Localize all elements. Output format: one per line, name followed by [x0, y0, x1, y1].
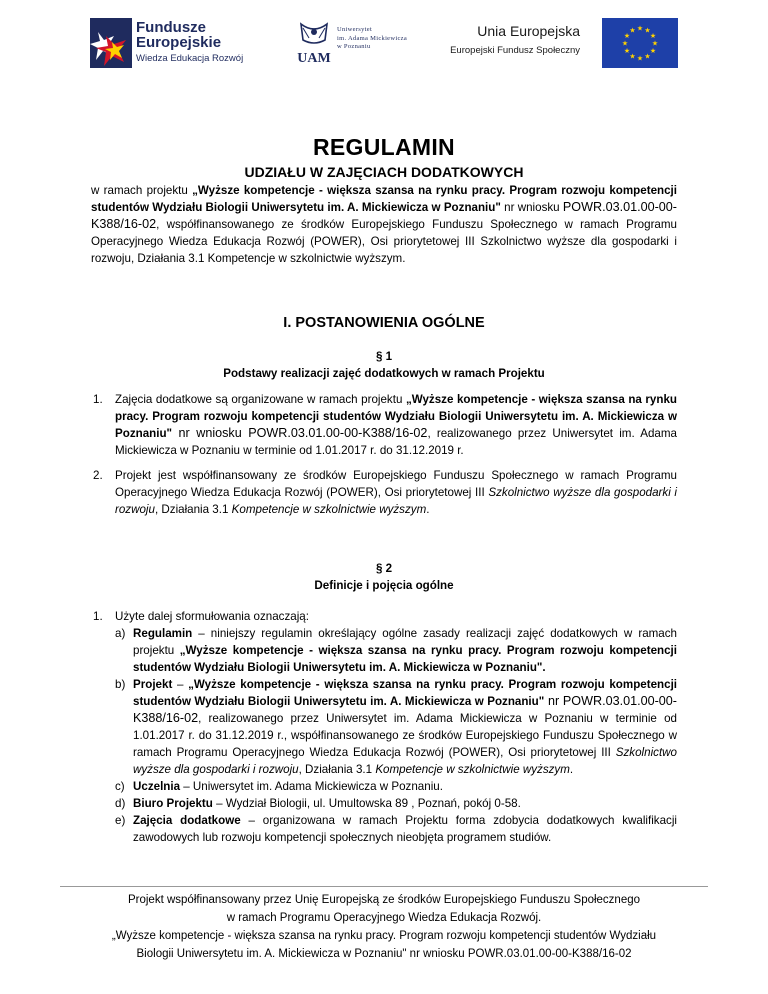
intro-a: w ramach projektu: [91, 184, 193, 197]
def-term: Projekt: [133, 678, 173, 691]
eu-flag-icon: [602, 18, 678, 68]
def-letter: e): [115, 814, 126, 827]
definition-item: [115, 676, 677, 778]
eu-star-icon: ★: [644, 53, 651, 61]
item-text: Projekt jest współfinansowany ze środków Europejskiego Funduszu Społecznego w ramach Programu Operacyjnego Wiedza Edukacja Rozwój (POWER), Osi priorytetowej III: [115, 469, 677, 499]
footer-line1: Projekt współfinansowany przez Unię Europejską ze środków Europejskiego Funduszu Społecznego: [127, 894, 641, 906]
footer-line4: Biologii Uniwersytetu im. A. Mickiewicza w Poznaniu" nr wniosku POWR.03.01.00-00-K388/16-02: [136, 948, 632, 960]
eu-star-icon: ★: [629, 53, 636, 61]
fundusze-europejskie-logo: [90, 18, 270, 70]
fe-logo-text: [136, 20, 221, 50]
def-text: .: [569, 763, 574, 776]
intro-project-name: „Wyższe kompetencje - większa szansa na rynku pracy. Program rozwoju kompetencji studentów Wydziału Biologii Uniwersytetu im. A. Mickiewicza w Poznaniu": [91, 184, 677, 214]
item-text-italic: Szkolnictwo wyższe dla gospodarki i rozwoju: [115, 486, 678, 516]
uam-mark: UAM: [297, 51, 331, 66]
eu-star-icon: ★: [629, 27, 636, 35]
list-item: [91, 467, 677, 518]
fe-logo-line1: Fundusze: [136, 19, 206, 36]
paragraph-1-number: § 1: [375, 350, 393, 363]
item-number: 1.: [93, 610, 103, 623]
def-letter: c): [115, 780, 125, 793]
intro-c: nr wniosku: [500, 201, 563, 214]
intro-paragraph: [91, 182, 677, 267]
unia-europejska-logo: [378, 18, 678, 70]
eu-star-icon: ★: [636, 55, 644, 63]
fe-star-icon: [90, 18, 132, 68]
definition-item: [115, 778, 677, 795]
item-project-name: „Wyższe kompetencje - większa szansa na rynku pracy. Program rozwoju kompetencji studentów Wydziału Biologii Uniwersytetu im. A. Mickiewicza w Poznaniu": [115, 393, 677, 440]
def-project-name: „Wyższe kompetencje - większa szansa na rynku pracy. Program rozwoju kompetencji studentów Wydziału Biologii Uniwersytetu im. A. Mickiewicza w Poznaniu".: [133, 644, 677, 674]
def-text: – Wydział Biologii, ul. Umultowska 89 , Poznań, pokój 0-58.: [212, 797, 521, 810]
definition-item: [115, 812, 677, 846]
def-text: –: [172, 678, 189, 691]
def-text-italic: Szkolnictwo wyższe dla gospodarki i rozwoju: [133, 746, 677, 776]
paragraph-2: [91, 560, 677, 846]
paragraph-1-title: Podstawy realizacji zajęć dodatkowych w ramach Projektu: [223, 367, 545, 380]
definition-item: [115, 795, 677, 812]
def-term: Biuro Projektu: [133, 797, 213, 810]
item-text-italic: Kompetencje w szkolnictwie wyższym: [231, 503, 427, 516]
paragraph-2-title: Definicje i pojęcia ogólne: [314, 579, 454, 592]
page-title: REGULAMIN: [313, 134, 455, 160]
fe-logo-line2: Europejskie: [136, 34, 222, 51]
ue-title: Unia Europejska: [477, 23, 580, 39]
def-project-name: „Wyższe kompetencje - większa szansa na rynku pracy. Program rozwoju kompetencji studentów Wydziału Biologii Uniwersytetu im. A. Mickiewicza w Poznaniu": [133, 678, 678, 708]
def-text: – niniejszy regulamin określający ogólne zasady realizacji zajęć dodatkowych w ramach projektu: [133, 627, 677, 657]
def-text: – organizowana w ramach Projektu forma zdobycia dodatkowych kwalifikacji zawodowych lub rozwoju kompetencji społecznych nieobjęta programem studiów.: [133, 814, 678, 844]
intro-e: , współfinansowanego ze środków Europejskiego Funduszu Społecznego w ramach Programu Operacyjnego Wiedza Edukacja Rozwój (POWER), Osi priorytetowej III Szkolnictwo wyższe dla gospodarki i rozwoju, Działania 3.1 Kompetencje w szkolnictwie wyższym.: [91, 218, 677, 265]
eu-star-icon: ★: [651, 40, 659, 48]
def-text: – Uniwersytet im. Adama Mickiewicza w Poznaniu.: [180, 780, 443, 793]
def-text-italic: Kompetencje w szkolnictwie wyższym: [375, 763, 570, 776]
def-application-number: nr POWR.03.01.00-00-K388/16-02: [133, 694, 677, 725]
item-text: Zajęcia dodatkowe są organizowane w ramach projektu: [115, 393, 406, 406]
definition-item: [115, 625, 677, 676]
eu-star-icon: ★: [621, 40, 629, 48]
eu-star-icon: ★: [649, 48, 657, 55]
list-item: [91, 608, 677, 846]
item-application-number: nr wniosku POWR.03.01.00-00-K388/16-02: [172, 426, 428, 440]
eu-star-icon: ★: [623, 48, 631, 55]
eu-star-icon: ★: [649, 33, 657, 40]
def-letter: b): [115, 678, 126, 691]
def-term: Regulamin: [133, 627, 193, 640]
ue-sub: Europejski Fundusz Społeczny: [450, 45, 580, 56]
uam-line3: w Poznaniu: [337, 43, 371, 50]
eu-star-icon: ★: [623, 33, 631, 40]
paragraph-1: [91, 348, 677, 518]
item-text: , realizowanego przez Uniwersytet im. Adama Mickiewicza w Poznaniu w terminie od 1.01.2017 r. do 31.12.2019 r.: [115, 427, 677, 457]
uam-line1: Uniwersytet: [337, 26, 373, 33]
item-number: 1.: [93, 393, 103, 406]
page-footer: [60, 886, 708, 963]
eu-star-icon: ★: [636, 25, 644, 33]
header-logos: [90, 18, 678, 70]
eu-star-icon: ★: [644, 27, 651, 35]
footer-line3: „Wyższe kompetencje - większa szansa na rynku pracy. Program rozwoju kompetencji studentów Wydziału: [111, 930, 657, 942]
def-term: Uczelnia: [133, 780, 181, 793]
def-term: Zajęcia dodatkowe: [133, 814, 241, 827]
fe-logo-sub: Wiedza Edukacja Rozwój: [136, 53, 244, 64]
item-text: .: [426, 503, 430, 516]
def-text: , realizowanego przez Uniwersytet im. Adama Mickiewicza w Poznaniu w terminie od 1.01.2017 r. do 31.12.2019 r., współfinansowanego ze środków Europejskiego Funduszu Społecznego w ramach Programu Operacyjnego Wiedza Edukacja Rozwój (POWER), Osi priorytetowej III: [133, 712, 677, 759]
item-text: , Działania 3.1: [154, 503, 232, 516]
uam-emblem-icon: [297, 20, 331, 66]
intro-application-number: POWR.03.01.00-00-K388/16-02: [91, 200, 677, 231]
item-text: Użyte dalej sformułowania oznaczają:: [115, 610, 309, 623]
footer-line2: w ramach Programu Operacyjnego Wiedza Edukacja Rozwój.: [226, 912, 542, 924]
list-item: [91, 391, 677, 459]
def-letter: d): [115, 797, 126, 810]
paragraph-2-number: § 2: [375, 562, 393, 575]
item-number: 2.: [93, 469, 103, 482]
section-heading: I. POSTANOWIENIA OGÓLNE: [283, 315, 485, 331]
uam-line2: im. Adama Mickiewicza: [337, 34, 408, 42]
def-text: , Działania 3.1: [298, 763, 376, 776]
page-subtitle: UDZIAŁU W ZAJĘCIACH DODATKOWYCH: [244, 164, 524, 180]
def-letter: a): [115, 627, 126, 640]
